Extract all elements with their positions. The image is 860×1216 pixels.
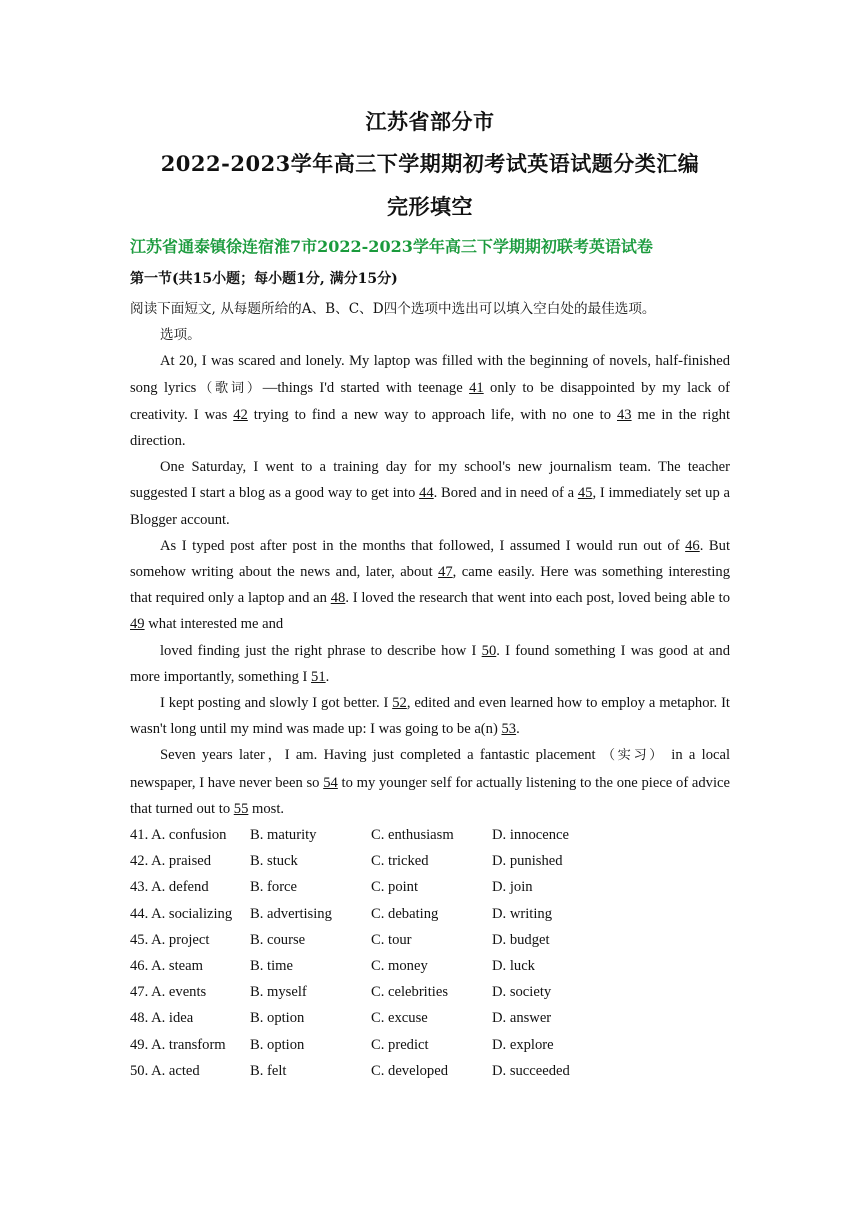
- option-d: D. writing: [492, 905, 552, 922]
- option-d: D. answer: [492, 1010, 552, 1027]
- paragraph-6: Seven years later，I am. Having just completed a fantastic placement （实习） in a local newspaper, I have never been so 54 to my younger self for actually listening to the one piece of advice that turned out to 55 most.: [130, 747, 731, 817]
- blank-43: 43: [617, 406, 632, 423]
- option-c: C. predict: [371, 1036, 429, 1053]
- option-c: C. money: [371, 958, 428, 974]
- option-a: 49. A. transform: [130, 1036, 226, 1053]
- blank-44: 44: [419, 485, 434, 502]
- option-a: 42. A. praised: [130, 853, 212, 870]
- option-c: C. excuse: [371, 1010, 428, 1027]
- question-row: [130, 979, 730, 1005]
- blank-53: 53: [501, 721, 517, 738]
- option-c: C. developed: [371, 1062, 449, 1079]
- option-c: C. tour: [371, 931, 412, 948]
- blank-46: 46: [685, 537, 700, 554]
- option-a: 47. A. events: [130, 984, 207, 1001]
- option-a: 44. A. socializing: [130, 905, 233, 922]
- option-c: C. point: [371, 879, 419, 896]
- blank-51: 51: [311, 668, 326, 685]
- paragraph-2: One Saturday, I went to a training day for my school's new journalism team. The teacher suggested I start a blog as a good way to get into 44. Bored and in need of a 45, I immediately set up a Blogger account.: [130, 459, 730, 528]
- blank-45: 45: [577, 485, 593, 502]
- paragraph-1: At 20, I was scared and lonely. My laptop was filled with the beginning of novels, half-finished song lyrics（歌词）—things I'd started with teenage 41 only to be disappointed by my lack of creativity. I was 42 trying to find a new way to approach life, with no one to 43 me in the right direction.: [130, 353, 731, 450]
- option-d: D. explore: [492, 1036, 554, 1053]
- doc-title-topic: 完形填空: [387, 194, 473, 219]
- option-d: D. luck: [492, 958, 535, 974]
- option-b: B. maturity: [250, 827, 317, 844]
- question-row: [130, 953, 730, 979]
- section-heading: 第一节(共15小题；每小题1分, 满分15分): [130, 271, 398, 287]
- blank-41: 41: [469, 379, 484, 396]
- question-row: [130, 1032, 730, 1058]
- doc-title-region: 江苏省部分市: [365, 109, 495, 134]
- option-c: C. enthusiasm: [371, 827, 454, 844]
- option-d: D. society: [492, 984, 552, 1001]
- option-a: 43. A. defend: [130, 879, 209, 896]
- option-b: B. myself: [250, 984, 307, 1001]
- question-row: [130, 927, 730, 953]
- instructions-tail: 选项。: [160, 327, 201, 344]
- blank-47: 47: [438, 564, 453, 581]
- paragraph-5: I kept posting and slowly I got better. I 52, edited and even learned how to employ a metaphor. It wasn't long until my mind was made up: I was going to be a(n) 53.: [130, 695, 730, 738]
- paragraph-3: As I typed post after post in the months that followed, I assumed I would run out of 46. But somehow writing about the news and, later, about 47, came easily. Here was something interesting that required only a laptop and an 48. I loved the research that went into each post, loved being able to 49 what interested me and: [130, 537, 731, 633]
- option-d: D. punished: [492, 853, 563, 870]
- option-b: B. stuck: [250, 853, 298, 870]
- option-c: C. tricked: [371, 853, 429, 870]
- option-a: 45. A. project: [130, 931, 210, 948]
- blank-42: 42: [233, 406, 248, 423]
- question-row: [130, 1005, 730, 1031]
- option-c: C. debating: [371, 905, 439, 922]
- blank-55: 55: [233, 800, 249, 817]
- question-row: [130, 822, 730, 848]
- instructions: 阅读下面短文, 从每题所给的A、B、C、D四个选项中选出可以填入空白处的最佳选项。: [130, 301, 656, 317]
- blank-48: 48: [330, 590, 346, 607]
- question-row: [130, 901, 730, 927]
- option-d: D. budget: [492, 931, 550, 948]
- question-row: [130, 874, 730, 900]
- option-a: 48. A. idea: [130, 1010, 194, 1027]
- question-row: [130, 1058, 730, 1084]
- option-b: B. force: [250, 879, 298, 896]
- option-d: D. innocence: [492, 827, 569, 844]
- blank-52: 52: [392, 695, 407, 712]
- option-b: B. time: [250, 958, 293, 974]
- option-b: B. option: [250, 1010, 305, 1027]
- blank-50: 50: [481, 642, 497, 659]
- option-a: 50. A. acted: [130, 1062, 200, 1079]
- option-d: D. succeeded: [492, 1062, 570, 1079]
- option-b: B. option: [250, 1036, 305, 1053]
- option-a: 41. A. confusion: [130, 827, 227, 844]
- option-d: D. join: [492, 879, 533, 896]
- question-row: [130, 848, 730, 874]
- option-a: 46. A. steam: [130, 958, 203, 974]
- blank-49: 49: [130, 616, 145, 633]
- paragraph-4: loved finding just the right phrase to describe how I 50. I found something I was good at and more importantly, something I 51.: [130, 642, 730, 685]
- option-b: B. felt: [250, 1062, 287, 1079]
- blank-54: 54: [323, 774, 338, 791]
- option-b: B. advertising: [250, 905, 332, 922]
- source-exam-title: 江苏省通泰镇徐连宿淮7市2022-2023学年高三下学期期初联考英语试卷: [130, 237, 653, 256]
- option-b: B. course: [250, 931, 306, 948]
- option-c: C. celebrities: [371, 984, 448, 1001]
- passage-body: [130, 296, 730, 1084]
- question-options: [130, 822, 730, 1084]
- doc-title-main: 2022-2023学年高三下学期期初考试英语试题分类汇编: [160, 151, 700, 176]
